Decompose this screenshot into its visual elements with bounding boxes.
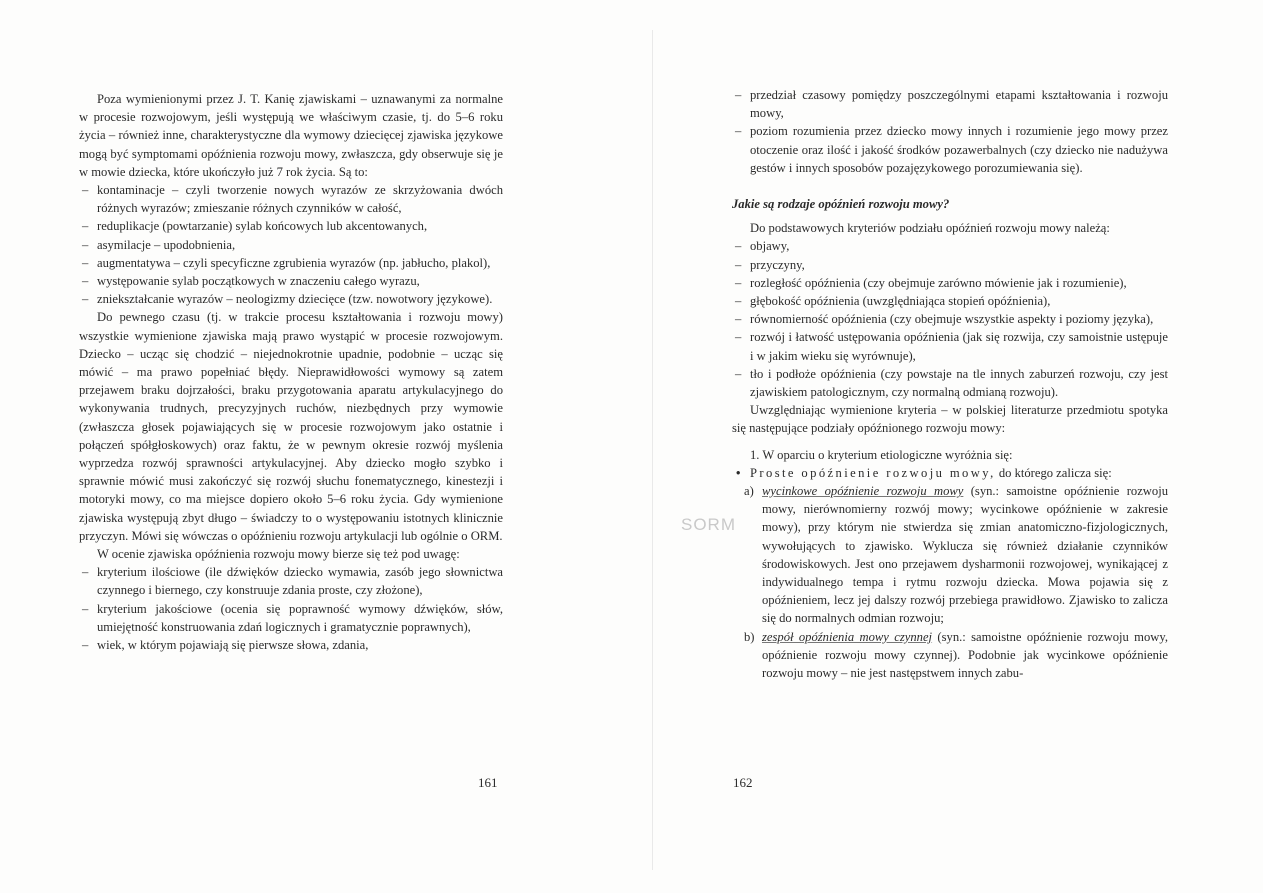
list-item: – wiek, w którym pojawiają się pierwsze słowa, zdania,: [82, 638, 369, 653]
phenomena-list: [79, 181, 503, 308]
section-heading: Jakie są rodzaje opóźnień rozwoju mowy?: [732, 197, 950, 212]
list-item: – poziom rozumienia przez dziecko mowy innych i rozumienie jego mowy przez otoczenie oraz ilość i jakość środków pozawerbalnych (czy dziecko nie nadużywa gestów i innych sposobów pozajęzykowego porozumiewania się).: [735, 124, 1168, 175]
sub-item-b: b) zespół opóźnienia mowy czynnej (syn.: samoistne opóźnienie rozwoju mowy, opóźnienie rozwoju mowy czynnej). Podobnie jak wycinkowe opóźnienie rozwoju mowy – nie jest następstwem innych zabu-: [744, 629, 1168, 681]
list-item: – rozwój i łatwość ustępowania opóźnienia (jak się rozwija, czy samoistnie ustępuje i w jakim wieku się wyrównuje),: [735, 330, 1168, 363]
intro-paragraph: Poza wymienionymi przez J. T. Kanię zjawiskami – uznawanymi za normalne w procesie rozwojowym, jeśli występują we właściwym czasie, tj. do 5–6 roku życia – również inne, charakterystyczne dla wymowy dziecięcej zjawiska językowe mogą być symptomami opóźnienia rozwoju mowy, zwłaszcza, gdy obserwuje się je w mowie dziecka, które ukończyło już 7 rok życia. Są to:: [79, 92, 503, 179]
list-item: – przedział czasowy pomiędzy poszczególnymi etapami kształtowania i rozwoju mowy,: [735, 88, 1168, 121]
bullet-line: • Proste opóźnienie rozwoju mowy, do którego zalicza się:: [732, 464, 1168, 482]
list-item: – kryterium jakościowe (ocenia się poprawność wymowy dźwięków, słów, umiejętność konstruowania zdań logicznych i gramatycznie poprawnych),: [82, 601, 503, 634]
list-item: – kontaminacje – czyli tworzenie nowych wyrazów ze skrzyżowania dwóch różnych wyrazów; zmieszanie różnych czynników w całość,: [82, 183, 503, 216]
right-page: [732, 86, 1168, 682]
body-paragraph: W ocenie zjawiska opóźnienia rozwoju mowy bierze się też pod uwagę:: [97, 547, 460, 562]
list-item: – reduplikacje (powtarzanie) sylab końcowych lub akcentowanych,: [82, 219, 428, 234]
list-item: – objawy,: [735, 239, 790, 254]
page-number: 161: [478, 775, 498, 790]
list-item: – występowanie sylab początkowych w znaczeniu całego wyrazu,: [82, 274, 420, 289]
sub-item-title: wycinkowe opóźnienie rozwoju mowy: [762, 484, 964, 499]
list-item: – augmentatywa – czyli specyficzne zgrubienia wyrazów (np. jabłucho, plakol),: [82, 255, 491, 270]
sub-item-title: zespół opóźnienia mowy czynnej: [762, 629, 933, 644]
body-paragraph: Do podstawowych kryteriów podziału opóźnień rozwoju mowy należą:: [750, 221, 1110, 236]
list-item: – kryterium ilościowe (ile dźwięków dziecko wymawia, zasób jego słownictwa czynnego i biernego, czy konstruuje zdania proste, czy złożone),: [82, 565, 503, 598]
sub-item-a: a) wycinkowe opóźnienie rozwoju mowy (syn.: samoistne opóźnienie rozwoju mowy, nierównomierny rozwój mowy; wycinkowe opóźnienie w zakresie mowy), przy którym nie stwierdza się zmian anatomiczno-fizjologicznych, wywołujących to zjawisko. Wyklucza się również działanie czynników środowiskowych. Jest ono przejawem dysharmonii rozwojowej, wynikającej z indywidualnego tempa i rytmu rozwoju dziecka. Mowa pojawia się z opóźnieniem, lecz jej dalszy rozwój przebiega prawidłowo. Zjawisko to zalicza się do normalnych odmian rozwoju;: [744, 484, 1168, 626]
margin-note: SORM: [681, 515, 736, 534]
body-paragraph: Do pewnego czasu (tj. w trakcie procesu kształtowania i rozwoju mowy) wszystkie wymienione zjawiska mają prawo wystąpić w procesie rozwojowym. Dziecko – ucząc się chodzić – niejednokrotnie upadnie, podobnie – ucząc się mówić – ma prawo popełniać błędy. Nieprawidłowości wymowy są zatem przejawem braku dojrzałości, braku przygotowania aparatu artykulacyjnego do wykonywania trudnych, precyzyjnych ruchów, niezbędnych przy wymowie (zwłaszcza głosek pojawiających się w procesie rozwojowym jako ostatnie i połączeń spółgłoskowych) oraz faktu, że w pewnym okresie rozwój myślenia wyprzedza rozwój sprawności artykulacyjnej. Aby dziecko mogło szybko i sprawnie mówić musi zakończyć się rozwój słuchu fonematycznego, kinestezji i motoryki mowy, co ma miejsce dopiero około 5–6 roku życia. Gdy wymienione zjawiska występują zbyt długo – świadczy to o występowaniu istotnych klinicznie przyczyn. Mówi się wówczas o opóźnieniu rozwoju artykulacji lub ogólnie o ORM.: [79, 310, 503, 543]
continued-list: [732, 86, 1168, 177]
list-item: – rozległość opóźnienia (czy obejmuje zarówno mówienie jak i rozumienie),: [735, 275, 1127, 290]
list-item: – przyczyny,: [735, 257, 805, 272]
criteria-list: [79, 563, 503, 654]
page-number: 162: [733, 775, 753, 790]
list-item: – równomierność opóźnienia (czy obejmuje wszystkie aspekty i poziomy języka),: [735, 312, 1154, 327]
list-item: – głębokość opóźnienia (uwzględniająca stopień opóźnienia),: [735, 294, 1051, 309]
list-item: – asymilacje – upodobnienia,: [82, 237, 236, 252]
bullet-icon: •: [736, 465, 741, 480]
body-paragraph: Uwzględniając wymienione kryteria – w polskiej literaturze przedmiotu spotyka się następujące podziały opóźnionego rozwoju mowy:: [732, 403, 1168, 436]
numbered-item: 1. W oparciu o kryterium etiologiczne wyróżnia się:: [750, 447, 1013, 462]
page-fold: [652, 30, 653, 870]
list-item: – tło i podłoże opóźnienia (czy powstaje na tle innych zaburzeń rozwoju, czy jest zjawiskiem patologicznym, czy normalną odmianą rozwoju).: [735, 366, 1168, 400]
left-page: [79, 90, 503, 654]
division-criteria-list: [732, 237, 1168, 401]
bullet-title: Proste opóźnienie rozwoju mowy,: [750, 465, 996, 480]
list-item: – zniekształcanie wyrazów – neologizmy dziecięce (tzw. nowotwory językowe).: [82, 292, 493, 307]
